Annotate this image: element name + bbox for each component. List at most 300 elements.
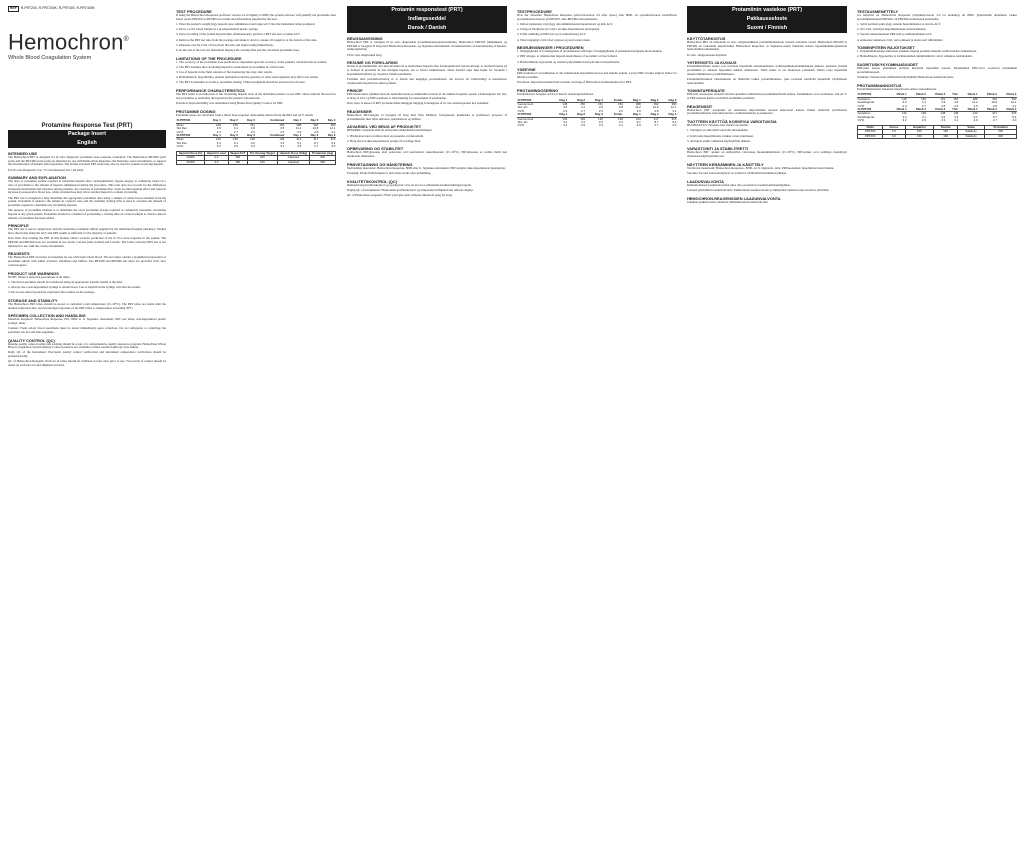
table-cell: Day 2 xyxy=(302,134,319,138)
table-cell: 317 xyxy=(992,111,997,116)
table-cell: 10.8 xyxy=(312,126,319,131)
table-cell: Dag 1 xyxy=(550,113,568,117)
table-cell: Keskihajonta xyxy=(857,100,875,105)
table-cell: 11.2 xyxy=(972,100,978,105)
danish-sections xyxy=(347,36,507,198)
section-paragraph: Hemochron PRT-glassene skal opbevares ved kontrolleret stuetemperatur (15–30°C). PRT-glassene er stabile indtil den markerede udløbsdato. xyxy=(347,150,507,159)
section-paragraph: Data viser, at kørsel af PRT på denne måde muliggør nøjagtig forudsigelse af in vivo-dosisresponset hos patienten. xyxy=(347,101,489,106)
table-cell: CV% xyxy=(176,144,184,149)
table-cell: 3.9 xyxy=(941,100,946,105)
table-cell: 3.0 xyxy=(672,123,677,128)
table-header-cell: Hepariini xyxy=(905,125,934,129)
table-cell: 3.2 xyxy=(216,144,221,149)
section-heading: SUMMARY AND EXPLANATION xyxy=(8,175,66,181)
column-danish xyxy=(347,6,507,849)
table-cell: 3.1 xyxy=(1012,103,1017,108)
table-cell: 3.3 xyxy=(941,118,946,123)
section-heading: REAGENTS xyxy=(8,251,30,257)
section-paragraph: 4. Hemodilution, hypothermia, platelet dysfunction and the presence of other anticoagulants may affect test results. xyxy=(176,75,319,80)
section-paragraph: 1. Blodprøven skal overføres med en passende overførselsnål. xyxy=(347,133,424,138)
table-cell: 2.7 xyxy=(921,103,926,108)
section-paragraph: 2. Hemodiluutio, hypotermia ja verihiutaleiden toimintahäiriöt voivat vaikuttaa testituloksiin. xyxy=(857,54,973,59)
table-cell: 2.9 xyxy=(233,144,238,149)
table-cell: Day 3 xyxy=(319,134,336,138)
ref-codes: R-PRT200, R-PRT200K, R-PRT400, R-PRT400K xyxy=(20,6,95,10)
section-paragraph: 4. Annostele tarkalleen 2 mL verta putkeen ja aloita testi välittömästi. xyxy=(857,37,943,42)
table-cell: R-PRT200 xyxy=(857,93,888,97)
section-paragraph: Hvis der anvendes Hemochron Response (softwareversion 2.0 eller nyere) eller 8000, vil systemsoftwaren kvantificere protamindosen baseret på PRT200- eller PRT400-testresultaterne. xyxy=(517,13,677,21)
finnish-title-block xyxy=(687,6,847,33)
table-cell: 30000 xyxy=(177,160,205,164)
table-cell: 3.6 xyxy=(216,126,221,131)
table-cell: 136 xyxy=(901,111,907,116)
section-heading: HEMOCHRON-REAGENSSIEN LAADUNVALVONTA xyxy=(687,195,781,201)
section-heading: PROTAMIINIANNOSTUS xyxy=(857,82,902,88)
table-cell: Day 2 xyxy=(302,119,319,123)
section-paragraph: 1. Enter the patient's weight (kg), heparin dose administered and target ACT into the instrument when prompted. xyxy=(176,21,316,26)
section-heading: TOIMINTAPERIAATE xyxy=(687,88,725,94)
danish-title-block xyxy=(347,6,507,33)
section-paragraph: Rutinemæssig kvalitetskontrol og sporing bør være en del af et omfattende kvalitetssikringsprogram. xyxy=(347,182,472,187)
table-cell: 4.3 xyxy=(954,114,959,119)
table-cell: 3.1 xyxy=(618,123,623,128)
table-cell: 3.0 xyxy=(1012,118,1017,123)
table-cell: Day 3 xyxy=(238,119,255,123)
table-header-cell: Protamiini xyxy=(985,125,1017,129)
table-cell: 139 xyxy=(921,111,926,116)
table-cell: 390 xyxy=(330,122,336,127)
table-cell: Dag 3 xyxy=(586,99,604,103)
section-paragraph: 1. Syötä potilaan paino (kg), annettu hepariiniannos ja tavoite-ACT. xyxy=(857,21,942,26)
table-cell: 12.1 xyxy=(1010,100,1017,105)
table-cell: Day 2 xyxy=(221,119,238,123)
table-cell: 9.1 xyxy=(973,114,978,119)
section-paragraph: BEMÆRK: Overhold altid de universelle sikkerhedsforanstaltninger. xyxy=(347,128,433,133)
section-paragraph: The Hemochron PRT tubes should be stored at controlled room temperature (15–30°C). The PRT tubes are stable until the marked expiration date. Avoid prolonged exposure of the PRT tubes to temperatures exceeding 30°C. xyxy=(8,301,166,310)
section-heading: PROTAMINE DOSING xyxy=(176,108,216,114)
table-cell: 2.8 xyxy=(992,103,997,108)
table-cell: 4.6 xyxy=(250,140,255,145)
table-cell: 2.5 xyxy=(618,108,623,113)
section-paragraph: Hemochron PRT -putket on säilytettävä valvotussa huoneenlämmössä (15–30°C). PRT-putket ovat stabiileja merkittyyn viimeiseen käyttöpäivään asti. xyxy=(687,150,847,159)
section-paragraph: 1. Protamiiniannoksen ennusteen tarkkuus riippuu potilaan lasketun veritilavuuden tarkkuudesta. xyxy=(857,49,977,54)
table-cell: Dag 3 xyxy=(586,113,604,117)
section-paragraph: Protamindoser beregnes ud fra et lineært dosisresponsforhold. xyxy=(517,91,594,96)
table-cell: 3.2 xyxy=(902,118,907,123)
table-cell: Keskihajonta xyxy=(857,114,875,119)
table-cell: Päivä 1 xyxy=(888,108,907,112)
table-cell: 2.7 xyxy=(581,108,586,113)
section-heading: LIMITATIONS OF THE PROCEDURE xyxy=(176,55,242,61)
table-cell: Päivä 2 xyxy=(907,108,926,112)
table-cell: 150 xyxy=(279,122,285,127)
table-row xyxy=(517,124,677,127)
table-cell: R-PRT400 xyxy=(857,108,888,112)
table-cell: 150 xyxy=(580,102,586,107)
section-paragraph: Materials Required: Hemochron Response, 801, 8000 or Jr. Signature instrument; PRT test tubes; non-heparinized plastic syringe; timer. xyxy=(8,317,166,325)
danish-bar-0: Protamin responstest (PRT) xyxy=(347,6,507,15)
table-cell: Komb. xyxy=(603,99,623,103)
table-header-cell: Tavoite xyxy=(934,125,958,129)
table-cell: 2.7 xyxy=(314,144,319,149)
table-cell: Dag 3 xyxy=(659,99,677,103)
finnish-procedure-sections xyxy=(857,9,1017,91)
table-row xyxy=(857,119,1017,122)
table-cell: Day 2 xyxy=(221,134,238,138)
table-cell: 3.0 xyxy=(205,160,228,164)
table-cell: 2.6 xyxy=(941,103,946,108)
section-heading: VARASTOINTI JA STABILITEETTI xyxy=(687,146,749,152)
section-paragraph: PRT-testi suoritetaan yhdessä sairaala-apteekin toimittaman protamiinisulfaatin kanssa. Tutkimukset ovat osoittaneet, että ACT- ja PRT-tulosten käyttö on riittävä useimmille potilaille. xyxy=(687,92,847,101)
section-heading: INTENDED USE xyxy=(8,151,37,157)
section-heading: PROTAMINDOSERING xyxy=(517,87,559,93)
table-cell: 2.9 xyxy=(297,144,302,149)
table-cell: 388 xyxy=(635,102,641,107)
table-cell: 2.7 xyxy=(992,118,997,123)
section-paragraph: 2. Brug altid en ikke-hepariniseret sprøjte til at udtage blod. xyxy=(347,138,421,143)
table-cell: 2.8 xyxy=(314,129,319,134)
table-cell: 390 xyxy=(1011,96,1017,101)
section-paragraph: The Hemochron PRT is designed for in vitro diagnostic protamine dose response evaluation. The Hemochron PRT200 (tech pack) and the PRT400 (tech pack) are intended for use with Hemochron Response and Signature series instruments, to support the neutralization of heparin anticoagulation. The bottles activated PRT assay may also be used for patients receiving heparin. xyxy=(8,155,166,167)
table-cell: 313 xyxy=(972,111,978,116)
table-cell: 4.3 xyxy=(280,140,285,145)
section-paragraph: 3. Do not use tubes beyond the expiration date printed on the package. xyxy=(8,290,96,295)
table-cell: 136 xyxy=(562,116,568,121)
table-cell: 315 xyxy=(671,116,677,121)
table-cell: Päivä 1 xyxy=(959,93,978,97)
table-cell: Day 3 xyxy=(319,119,336,123)
table-header-row xyxy=(177,151,336,155)
table-cell: 2.5 xyxy=(280,129,285,134)
table-cell: 139 xyxy=(580,116,586,121)
table-cell: 9.1 xyxy=(297,140,302,145)
section-heading: LAADUNVALVONTA xyxy=(687,178,724,184)
table-cell: 9.4 xyxy=(1012,114,1017,119)
table-header-cell: Heparin Dose (U/kg) xyxy=(277,151,310,155)
section-paragraph: Varoitus: Tuoreet kokoverinäytteet on testattava välittömästi keräämisen jälkeen. xyxy=(687,171,788,176)
finnish-bar-1: Pakkausseloste xyxy=(687,15,847,24)
section-paragraph: 6. At the end of the test, the instrument displays the clotting time and the calculated protamine dose. xyxy=(176,47,300,52)
section-heading: TOIMENPITEEN RAJOITUKSET xyxy=(857,45,915,51)
section-paragraph: NOTE: Observe universal precautions at all times. xyxy=(8,274,71,279)
table-cell: 148 xyxy=(216,122,221,127)
english-title-block xyxy=(8,122,166,148)
section-paragraph: 2. Ota 2 mL verinäyte hepariinittomaan muoviruiskuun. xyxy=(857,27,927,32)
section-paragraph: 3. Suorita samanaikaisesti PRT-testi ja rutiininomainen ACT. xyxy=(857,32,933,37)
table-cell: 2.9 xyxy=(581,123,586,128)
finnish-dose-table xyxy=(857,125,1017,139)
table-cell: PRT200 xyxy=(858,130,883,134)
section-paragraph: Jokainen putkierä tulee validoida vähintään kerran ennen käyttöä. xyxy=(687,199,769,204)
section-paragraph: 1. The accuracy of the protamine dose prediction is dependent upon the accuracy of the patient's calculated blood volume. xyxy=(176,59,328,64)
section-paragraph: QC of Hemochron Reagents: Each lot of tubes should be validated at least once prior to use. Two levels of control should be tested on each new lot and shipment received. xyxy=(8,359,166,368)
section-paragraph: 3. Once recording of the patient heparin time, simultaneously perform a PRT test and a routine ACT. xyxy=(176,32,301,37)
table-cell: 2.6 xyxy=(250,129,255,134)
section-paragraph: 2. Draw a 2 mL blood sample in a non-heparinized plastic syringe. xyxy=(176,27,259,32)
table-cell: 2.9 xyxy=(973,118,978,123)
table-cell: 3.2 xyxy=(563,123,568,128)
table-cell: Adjusted xyxy=(277,156,310,160)
table-cell: Combined xyxy=(255,134,284,138)
section-heading: BEGRÆNSNINGER I PROCEDUREN xyxy=(517,45,584,51)
table-cell: Day 1 xyxy=(285,119,302,123)
section-paragraph: 2. PRT antager, at cirkulerende heparin neutraliseres af protamin i et fast forhold. xyxy=(517,54,618,59)
table-cell: 160 xyxy=(934,134,958,138)
table-cell: CV% xyxy=(857,118,865,123)
precision-table xyxy=(176,119,336,148)
section-paragraph: PRT-testen køres sammen med det neutraliserende protaminsulfat leveret af det enkelte hospitals apotek. Undersøgelser har vist, at brug af ACT og PRT-resultater er tilstrækkeligt for størstedelen af patienterne. xyxy=(347,92,507,101)
table-cell: 3.6 xyxy=(902,100,907,105)
section-paragraph: Laitteen päivittäinen laadunvalvonta: Elektroninen laadunvalvonta ja lämpötilan tarkistus tulee suorittaa päivittäin. xyxy=(687,187,830,192)
table-cell: 392 xyxy=(653,102,659,107)
table-header-cell: Putki xyxy=(858,125,883,129)
section-paragraph: Dosen af protaminsulfat, der skal anvendes til at neutralisere heparin efter kardiopulmonær bypass-kirurgi, er normalt baseret på et forhold af protamin til den mængde heparin, der er blevet administreret. Dette forhold tager ikke højde for forskelle i heparinmetabolisme og clearance blandt patienterne. xyxy=(347,64,507,76)
finnish-bar-2: Suomi / Finnish xyxy=(687,24,847,33)
table-cell: Dag 2 xyxy=(641,99,659,103)
table-cell: 200 xyxy=(985,130,1017,134)
table-cell: 390 xyxy=(671,102,677,107)
section-heading: NÄYTTEEN KERÄÄMINEN JA KÄSITTELY xyxy=(687,161,764,167)
table-cell: Day 1 xyxy=(204,134,221,138)
table-cell: 3.1 xyxy=(672,108,677,113)
table-cell: 160 xyxy=(247,160,277,164)
table-cell: Std. afv. xyxy=(517,120,528,125)
table-cell: Mean xyxy=(176,122,184,127)
table-cell: 11.2 xyxy=(295,126,302,131)
table-cell: 10.8 xyxy=(652,105,659,110)
section-heading: PERFORMANCE CHARACTERISTICS xyxy=(176,88,245,94)
column-finnish xyxy=(687,6,847,849)
table-cell: 3.8 xyxy=(280,126,285,131)
section-paragraph: Forsigtig: Friske fuldblodsprøver skal testes straks efter indsamling. xyxy=(347,171,432,176)
section-paragraph: PRT-resultatet er en indikation af det cirkulerende heparinniveau hos den enkelte patient. Lavere PRT-værdier angiver behov for mindre protamin. xyxy=(517,71,677,80)
table-cell: 138 xyxy=(618,116,623,121)
finnish-bar-0: Protamiinin vastekoe (PRT) xyxy=(687,6,847,15)
dose-table xyxy=(176,151,336,165)
table-cell: CV% xyxy=(517,108,525,113)
section-paragraph: Formålet med protamin-titrering er at fastslå den nøjagtige protamindosis, der kræves for fuldstændigt at neutralisere cirkulerende heparin hos enhver patient. xyxy=(347,76,507,85)
table-cell: 2.4 xyxy=(902,103,907,108)
table-header-cell: Annos xyxy=(883,125,905,129)
table-cell: PRT400 xyxy=(858,134,883,138)
section-heading: SUORITUSKYKYOMINAISUUDET xyxy=(857,62,918,68)
table-cell: 12.1 xyxy=(329,126,336,131)
section-paragraph: 3. Älä käytä putkia viimeisen käyttöpäivän jälkeen. xyxy=(687,138,751,143)
table-cell: 148 xyxy=(562,102,568,107)
section-heading: KVALITETSKONTROL (QC) xyxy=(347,178,397,184)
section-paragraph: In vitro -diagnostiseen käyttöön xyxy=(687,52,727,57)
table-cell: Keskiarvo xyxy=(857,96,871,101)
table-cell: Komb. xyxy=(603,113,623,117)
table-cell: 150 xyxy=(905,130,934,134)
section-paragraph: Daglig QC af instrumentet: Elektronisk kvalitetskontrol og temperaturverifikation bør udføres dagligt. xyxy=(347,187,474,192)
table-cell: 300 xyxy=(985,134,1017,138)
table-cell: Combined xyxy=(255,119,284,123)
table-cell: 2.8 xyxy=(654,108,659,113)
column-procedure xyxy=(176,6,336,849)
table-cell: 2.6 xyxy=(598,108,603,113)
table-cell: R-PRT200 xyxy=(176,119,204,123)
english-bar-2: English xyxy=(8,139,166,148)
procedure-sections xyxy=(176,9,336,117)
section-paragraph: 1. The blood specimen should be transferred using an appropriate transfer needle to the tube. xyxy=(8,279,123,284)
table-cell: 315 xyxy=(1011,111,1017,116)
english-product-title: Protamine Response Test (PRT) xyxy=(41,123,133,130)
table-cell: 4.4 xyxy=(216,140,221,145)
section-paragraph: Precision: Reproducibility was determined using Hemochron Quality Control for PRT. xyxy=(176,101,284,106)
table-cell: Säädetty xyxy=(958,134,985,138)
section-paragraph: Daily QC of the Instrument: Electronic quality control verification and instrument temperature verification should be performed daily. xyxy=(8,350,166,359)
section-paragraph: The dose of protamine sulfate required to neutralize heparin after cardiopulmonary bypass surgery is commonly based on a ratio of protamine to the amount of heparin administered during the procedure. This ratio does not account for the differences in heparin metabolism and clearance among patients. An overdose of protamine may create an anticoagulant effect and result in increased postoperative blood loss, while an underdose may allow residual heparin to remain circulating. xyxy=(8,179,166,195)
table-cell: Päivä 2 xyxy=(978,108,997,112)
section-paragraph: Nødvendige materialer: Hemochron Response, 8000 eller Jr. Signature-instrument; PRT-testglas; ikke-hepariniseret plastsprøjte. xyxy=(347,165,506,170)
table-cell: 3.3 xyxy=(250,144,255,149)
table-cell: 4.1 xyxy=(921,100,926,105)
table-cell: Päivä 3 xyxy=(998,108,1017,112)
table-cell: CV% xyxy=(176,129,184,134)
section-paragraph: 4. Tilsæt nøjagtigt 2 mL blod i glasset og start testen straks. xyxy=(517,37,591,42)
table-cell: Päivä 3 xyxy=(927,93,946,97)
table-cell: 392 xyxy=(992,96,997,101)
brand-name: Hemochron xyxy=(8,29,124,55)
table-cell: 8.7 xyxy=(314,140,319,145)
section-paragraph: 1. Verinäyte on siirrettävä sopivalla siirtoneulalla. xyxy=(687,128,749,133)
table-cell: 3.0 xyxy=(331,144,336,149)
table-cell: 138 xyxy=(598,116,603,121)
table-cell: Dag 1 xyxy=(623,99,641,103)
section-heading: TEST PROCEDURE xyxy=(176,9,212,14)
section-paragraph: HUOMAUTUS: Noudata aina yleisiä varotoimia. xyxy=(687,123,749,128)
section-paragraph: Hemochron PRT-testglas er beregnet til brug med frisk fuldblod. Testglassene indeholder et lyofiliseret præparat af protaminsulfat med tilsat aktivator, stabilisatorer og buffere. xyxy=(347,112,507,121)
table-row xyxy=(858,134,1017,138)
table-cell: 139 xyxy=(233,137,238,142)
table-cell: 317 xyxy=(653,116,659,121)
section-paragraph: 5. The PRT is intended as an aid to protamine dosing. Clinical judgment should be exercised in all cases. xyxy=(176,80,306,85)
section-heading: PRODUCT USE WARNINGS xyxy=(8,270,59,276)
table-row xyxy=(176,145,336,148)
table-cell: 2.9 xyxy=(636,123,641,128)
table-cell: Dag 2 xyxy=(641,113,659,117)
section-paragraph: Hemochron PRT er beregnet til in vitro diagnostisk protamindosisresponsvurdering. Hemochron PRT200 (teknikkens) og PRT400 er beregnet til brug med Hemochron Response- og Signature-instrumenter til understøttelse af neutralisering af heparin-antikoagulering. xyxy=(347,40,507,52)
section-paragraph: Præcision: Reproducerbarhed blev bestemt ved brug af Hemochron kvalitetskontrol for PRT. xyxy=(517,80,632,85)
table-cell: 20000 xyxy=(177,156,205,160)
table-cell: 150 xyxy=(921,96,926,101)
section-heading: REAGENSER xyxy=(347,108,372,114)
danish-procedure-sections xyxy=(517,9,677,97)
table-cell: 151 xyxy=(598,102,603,107)
table-cell: 3.1 xyxy=(954,118,959,123)
table-cell: 4.1 xyxy=(581,120,586,125)
section-paragraph: Tarkkuus: Toistettavuus määritettiin käyttämällä Hemochron-laadunvalvontaa. xyxy=(857,75,955,80)
table-cell: 150 xyxy=(228,160,247,164)
table-cell: 388 xyxy=(972,96,978,101)
section-paragraph: 3. Use of heparin in the flush solution of the monitoring line may alter results. xyxy=(176,70,273,75)
section-paragraph: Routine quality control testing and tracking should be a part of a comprehensive quality assurance program. Hemochron Whole Blood Coagulation System Quality Control products are available to make routine liquid QC tests simple. xyxy=(8,341,166,350)
table-cell: 4.1 xyxy=(233,126,238,131)
table-cell: 9.1 xyxy=(636,120,641,125)
table-cell: 160 xyxy=(247,156,277,160)
table-cell: 3.1 xyxy=(280,144,285,149)
section-paragraph: 2. Always use a non-heparinized syringe to obtain blood. Use of heparin in the syringe will alter the results. xyxy=(8,284,142,289)
section-heading: TESTAUSMENETTELY xyxy=(857,9,899,14)
section-paragraph: 4. Remove the PRT test tube from the package and shake it down to ensure all reagent is at the bottom of the tube. xyxy=(176,37,318,42)
table-cell: 313 xyxy=(296,137,302,142)
table-cell: Päivä 1 xyxy=(959,108,978,112)
column-finnish-procedure xyxy=(857,6,1017,849)
table-cell: Day 1 xyxy=(204,119,221,123)
section-paragraph: Protamiinititrauksen tarkoituksena on määrittää tarkka protamiiniannos, joka tarvitaan kiertävän hepariinin täydelliseen neutralointiin. xyxy=(687,76,847,85)
table-cell: Yhd. xyxy=(946,93,959,97)
section-paragraph: Protamine doses are calculated from a linear dose response relationship derived from the PRT and ACT results. xyxy=(176,112,314,117)
table-cell: Dag 3 xyxy=(659,113,677,117)
section-paragraph: Caution: Fresh whole blood specimens must be tested immediately upon collection. Do not refrigerate or centrifuge the specimen. Do not add anticoagulants. xyxy=(8,326,166,334)
table-cell: 9.4 xyxy=(331,140,336,145)
section-heading: QUALITY CONTROL (QC) xyxy=(8,337,55,343)
table-cell: 300 xyxy=(310,160,336,164)
table-cell: Gennemsnit xyxy=(517,116,534,121)
section-paragraph: Tarvittavat materiaalit: Hemochron Response-, 8000- tai Jr. Signature -laite; PRT-koeputket; hepariiniton muoviruisku. xyxy=(687,165,835,170)
brand-tagline: Whole Blood Coagulation System xyxy=(8,55,92,62)
table-cell: 150 xyxy=(953,96,959,101)
table-cell: 200 xyxy=(310,156,336,160)
table-cell: Std. afv. xyxy=(517,105,528,110)
section-heading: REAGENSSIT xyxy=(687,103,713,109)
table-cell: 151 xyxy=(940,96,946,101)
brand-logo xyxy=(8,28,166,54)
table-cell: 10.8 xyxy=(991,100,997,105)
section-paragraph: The PRT test is run in conjunction with the neutralize protamine sulfate supplied by the individual hospital pharmacy. Studies have shown that using the ACT and PRT results is sufficient for the majority of patients. xyxy=(8,227,166,236)
table-cell: 4.6 xyxy=(598,120,603,125)
table-cell: Gennemsnit xyxy=(517,102,534,107)
table-cell: 3.3 xyxy=(598,123,603,128)
table-cell: 138 xyxy=(279,137,285,142)
table-cell: Säädetty xyxy=(958,130,985,134)
table-cell: 3.9 xyxy=(250,126,255,131)
table-cell: Dag 1 xyxy=(623,113,641,117)
section-paragraph: Data show that running the PRT in this manner allows accurate prediction of the in vivo dose response in the patient. The PRT200 and PRT400 tests are available in two forms: Cuvette (tube format) and Cuvette. The Celite activated PRT test is not intended for use with the cuvette instruments. xyxy=(8,236,166,248)
section-heading: PRINCIP xyxy=(347,88,363,94)
table-cell: 4.1 xyxy=(581,105,586,110)
danish-bar-1: Indlægsseddel xyxy=(347,15,507,24)
table-cell: Mean xyxy=(176,137,184,142)
section-paragraph: PRT-tulos kertoo yksittäisen potilaan kiertävän hepariinin tasosta. Matalammat PRT-arvot osoittavat pienemmän protamiinitarpeen. xyxy=(857,66,1017,74)
finnish-precision-table xyxy=(857,93,1017,122)
table-cell: 138 xyxy=(250,137,255,142)
table-cell: 4.4 xyxy=(902,114,907,119)
section-heading: OPBEVARING OG STABILITET xyxy=(347,146,404,152)
table-cell: Dag 2 xyxy=(568,99,586,103)
table-cell: Adjusted xyxy=(277,160,310,164)
table-cell: Day 1 xyxy=(285,134,302,138)
ref-line xyxy=(8,6,166,12)
section-paragraph: 2. Käytä aina hepariinitonta ruiskua veren ottamiseen. xyxy=(687,133,754,138)
table-cell: Day 3 xyxy=(238,134,255,138)
section-paragraph: The Hemochron PRT test tubes are intended for use with fresh whole blood. The test tubes contain a lyophilized preparation of protamine sulfate with added activator, stabilizers and buffers. The PRT200 and PRT400 test tubes are provided with color coded stoppers. xyxy=(8,255,166,267)
table-header-cell: Target ACT xyxy=(228,151,247,155)
english-sections xyxy=(8,151,166,368)
section-paragraph: 2. The PRT assumes that circulating heparin is neutralized by protamine in a fixed ratio. xyxy=(176,64,285,69)
table-cell: Std Dev xyxy=(176,140,187,145)
table-cell: 392 xyxy=(313,122,319,127)
section-heading: RESUMÉ OG FORKLARING xyxy=(347,60,398,66)
table-cell: 3.1 xyxy=(331,129,336,134)
section-paragraph: 5. Dispense exactly 2 mL of blood into the tube and begin testing immediately. xyxy=(176,42,274,47)
table-cell: Yhd. xyxy=(946,108,959,112)
section-heading: TUOTTEEN KÄYTTÖÄ KOSKEVIA VAROITUKSIA xyxy=(687,119,777,125)
table-cell: 160 xyxy=(934,130,958,134)
table-cell: 2.7 xyxy=(233,129,238,134)
table-cell: Keskiarvo xyxy=(857,111,871,116)
